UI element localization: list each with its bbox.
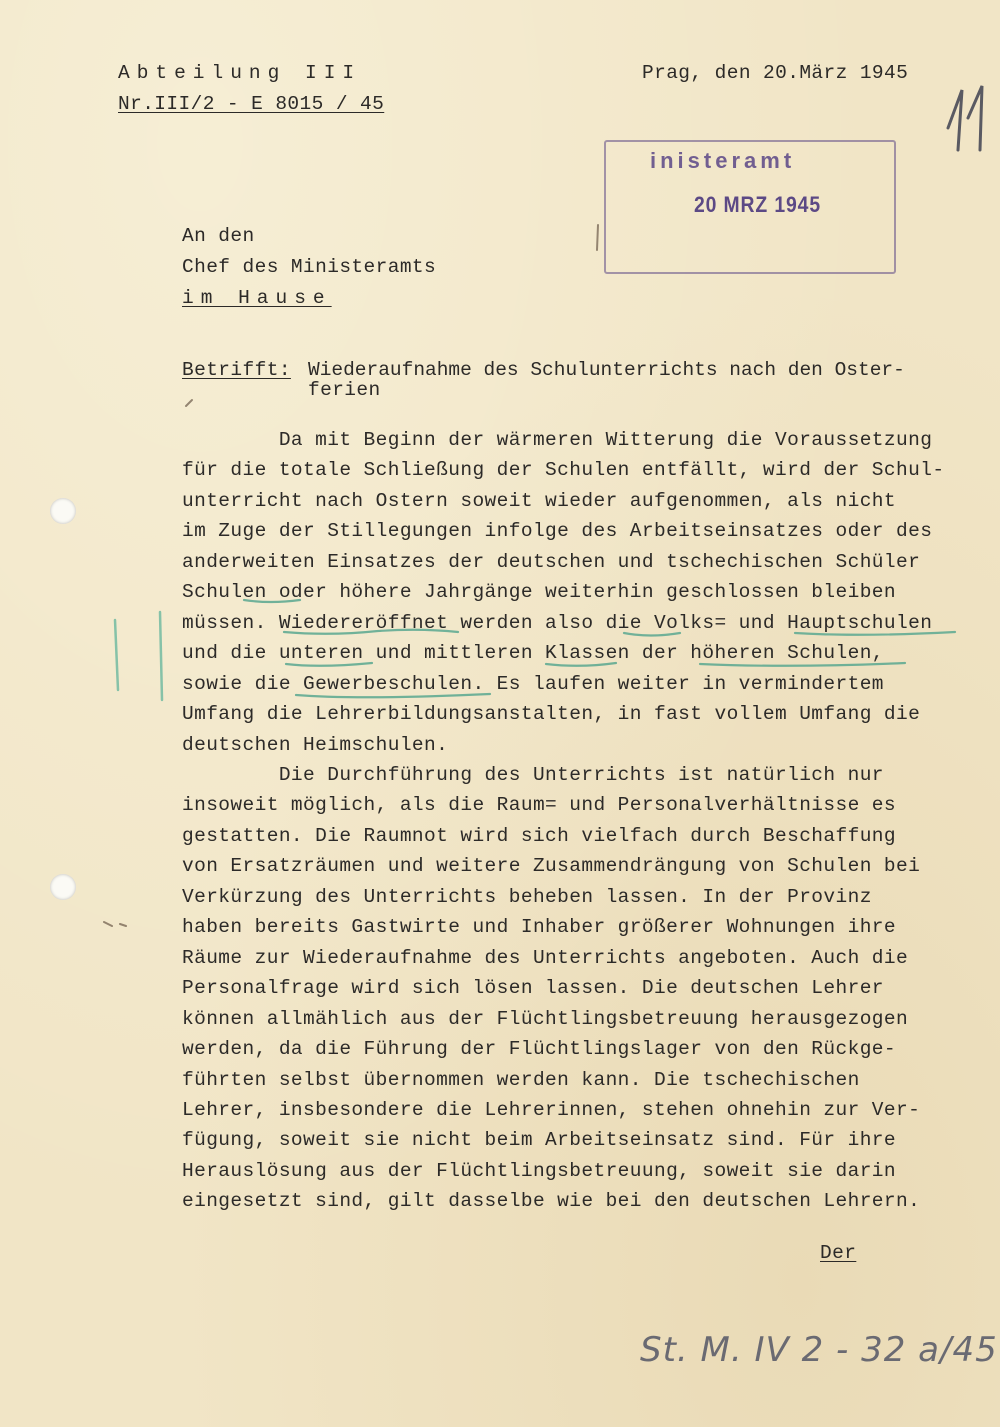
- continuation-word: Der: [820, 1242, 857, 1264]
- body-line: können allmählich aus der Flüchtlingsbetreuung herausgezogen: [182, 1008, 909, 1030]
- handwritten-reference-note: St. M. IV 2 - 32 a/45: [640, 1330, 998, 1370]
- body-line: eingesetzt sind, gilt dasselbe wie bei den deutschen Lehrern.: [182, 1190, 921, 1212]
- addressee-line-1: An den: [182, 225, 255, 247]
- subject-text-line-1: Wiederaufnahme des Schulunterrichts nach den Oster-: [308, 359, 905, 381]
- subject-label: Betrifft:: [182, 359, 291, 381]
- body-line: müssen. Wiedereröffnet werden also die Volks= und Hauptschulen: [182, 612, 933, 634]
- body-line: sowie die Gewerbeschulen. Es laufen weiter in vermindertem: [182, 673, 884, 695]
- body-line: deutschen Heimschulen.: [182, 734, 449, 756]
- body-line: anderweiten Einsatzes der deutschen und tschechischen Schüler: [182, 551, 921, 573]
- body-line: Lehrer, insbesondere die Lehrerinnen, stehen ohnehin zur Ver-: [182, 1099, 921, 1121]
- file-number: Nr.III/2 - E 8015 / 45: [118, 93, 385, 115]
- body-line: insoweit möglich, als die Raum= und Personalverhältnisse es: [182, 794, 897, 816]
- received-stamp: [604, 140, 896, 274]
- body-line: gestatten. Die Raumnot wird sich vielfach durch Beschaffung: [182, 825, 897, 847]
- place-date: Prag, den 20.März 1945: [642, 62, 909, 84]
- body-line: Umfang die Lehrerbildungsanstalten, in fast vollem Umfang die: [182, 703, 921, 725]
- body-line: führten selbst übernommen werden kann. Die tschechischen: [182, 1069, 860, 1091]
- subject-text-line-2: ferien: [308, 379, 381, 401]
- addressee-line-2: Chef des Ministeramts: [182, 256, 437, 278]
- body-line: für die totale Schließung der Schulen entfällt, wird der Schul-: [182, 459, 945, 481]
- body-line: fügung, soweit sie nicht beim Arbeitseinsatz sind. Für ihre: [182, 1129, 897, 1151]
- body-line: Da mit Beginn der wärmeren Witterung die Voraussetzung: [182, 429, 933, 451]
- body-line: Schulen oder höhere Jahrgänge weiterhin geschlossen bleiben: [182, 581, 897, 603]
- stamp-date: 20 MRZ 1945: [694, 192, 821, 217]
- body-line: werden, da die Führung der Flüchtlingslager von den Rückge-: [182, 1038, 897, 1060]
- punch-hole-top: [50, 498, 76, 524]
- body-line: Verkürzung des Unterrichts beheben lassen. In der Provinz: [182, 886, 872, 908]
- body-line: Herauslösung aus der Flüchtlingsbetreuung, soweit sie darin: [182, 1160, 897, 1182]
- punch-hole-bottom: [50, 874, 76, 900]
- body-line: Räume zur Wiederaufnahme des Unterrichts angeboten. Auch die: [182, 947, 909, 969]
- department-heading: Abteilung III: [118, 62, 362, 84]
- stamp-office-name: inisteramt: [650, 148, 796, 173]
- body-line: im Zuge der Stillegungen infolge des Arbeitseinsatzes oder des: [182, 520, 933, 542]
- body-line: Die Durchführung des Unterrichts ist natürlich nur: [182, 764, 884, 786]
- addressee-line-3: im Hause: [182, 287, 332, 309]
- body-line: unterricht nach Ostern soweit wieder aufgenommen, als nicht: [182, 490, 897, 512]
- body-line: von Ersatzräumen und weitere Zusammendrängung von Schulen bei: [182, 855, 921, 877]
- body-line: und die unteren und mittleren Klassen der höheren Schulen,: [182, 642, 884, 664]
- body-line: haben bereits Gastwirte und Inhaber größerer Wohnungen ihre: [182, 916, 897, 938]
- body-line: Personalfrage wird sich lösen lassen. Die deutschen Lehrer: [182, 977, 884, 999]
- handwritten-page-number-mark: [948, 86, 982, 150]
- green-margin-bars: [115, 612, 162, 700]
